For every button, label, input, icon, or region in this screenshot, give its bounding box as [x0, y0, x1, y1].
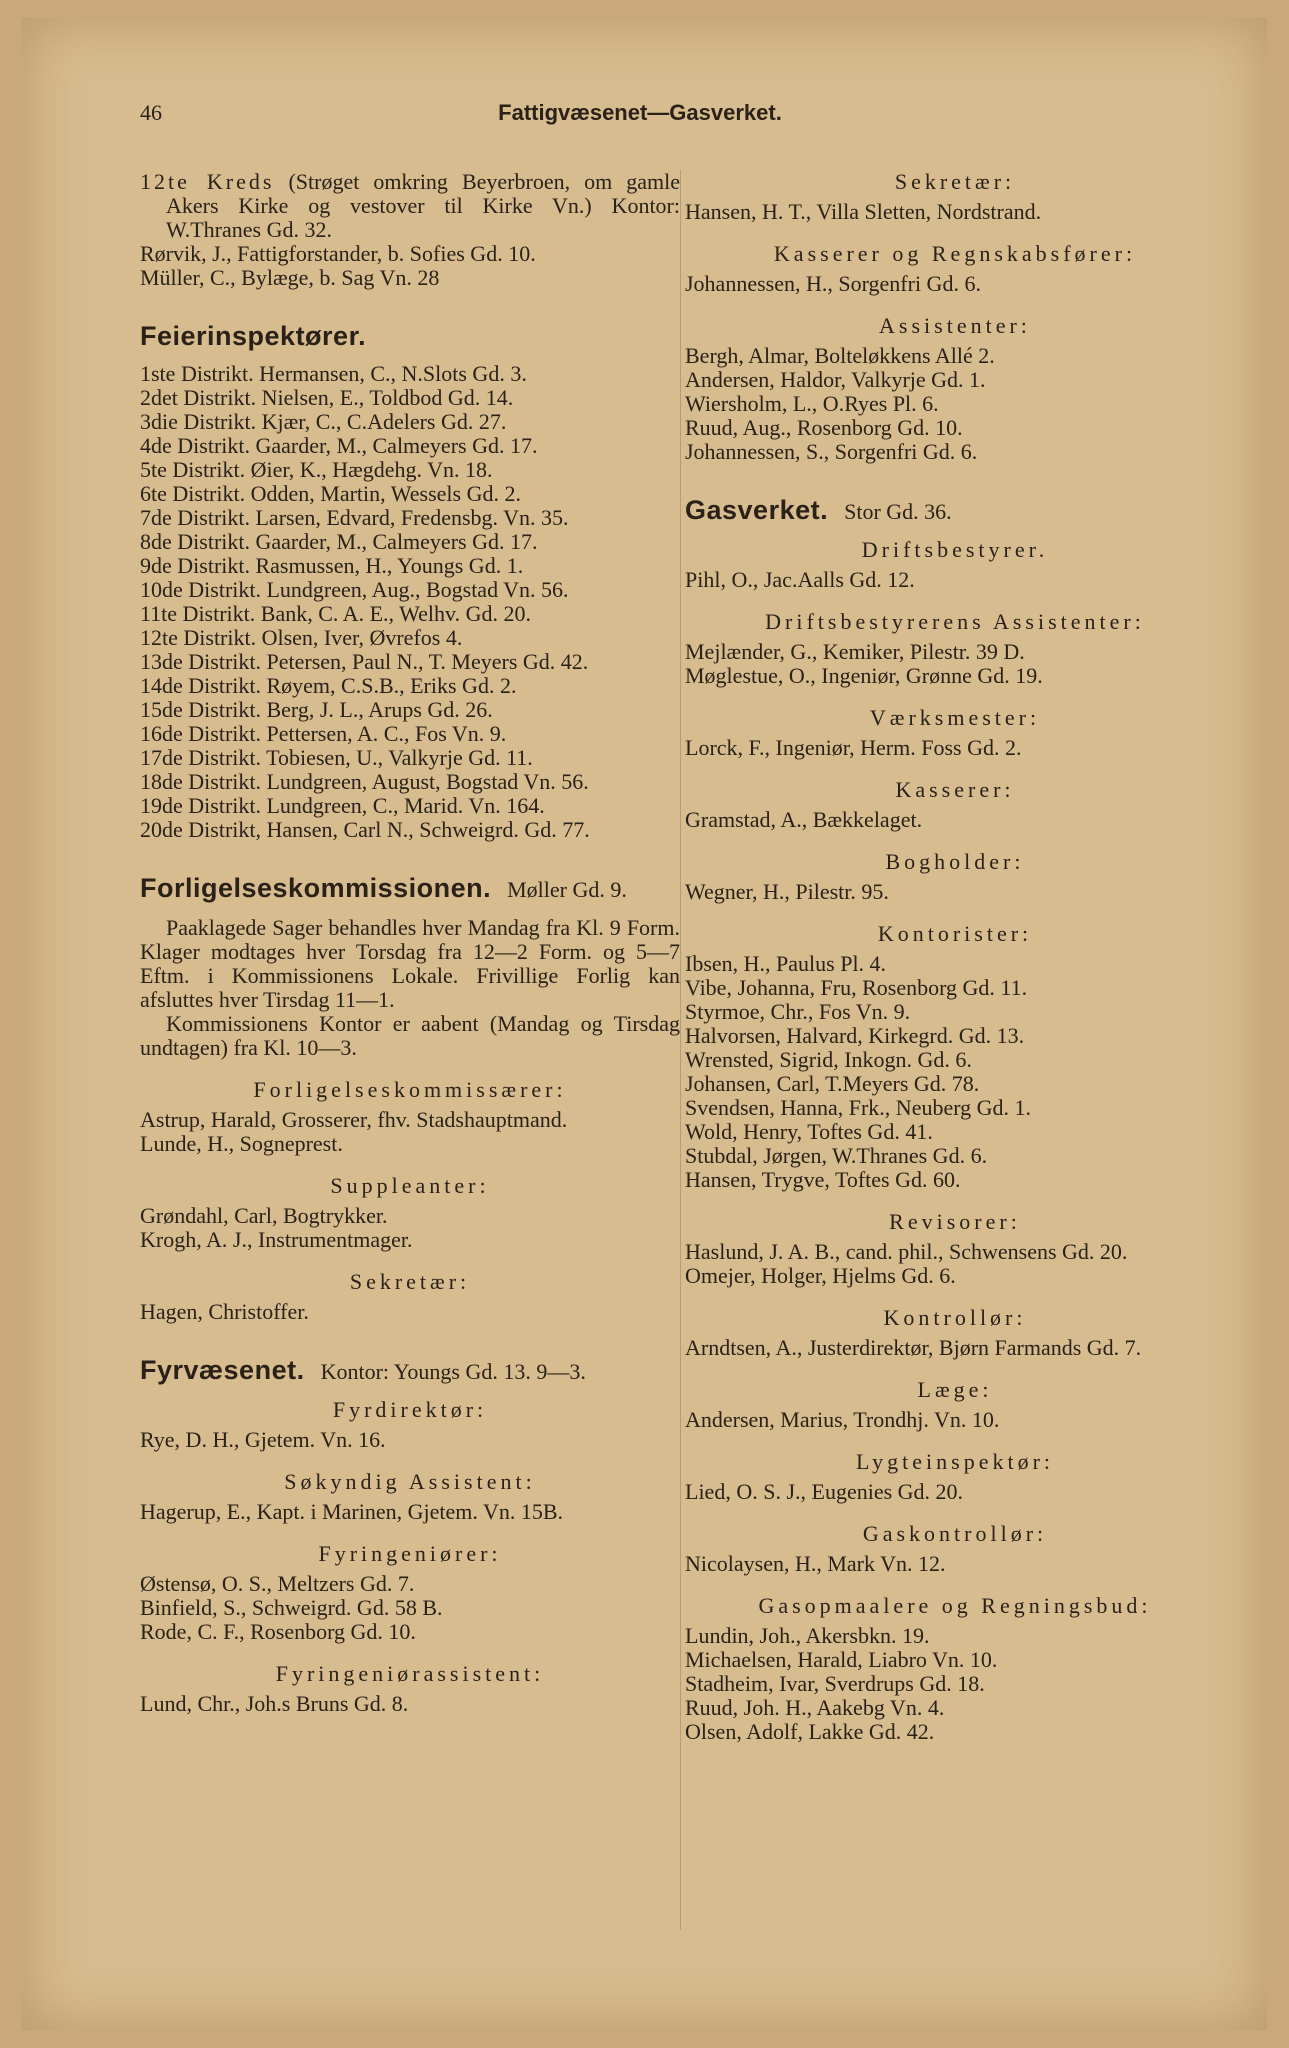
list-item: Hagerup, E., Kapt. i Marinen, Gjetem. Vn. 15B. — [140, 1499, 564, 1524]
subheading: Kasserer og Regnskabsfører: — [773, 241, 1137, 266]
list-item: Omejer, Holger, Hjelms Gd. 6. — [685, 1263, 956, 1288]
list-item: Andersen, Haldor, Valkyrje Gd. 1. — [685, 367, 986, 392]
list-item: Styrmoe, Chr., Fos Vn. 9. — [685, 999, 911, 1024]
list-item: Krogh, A. J., Instrumentmager. — [140, 1227, 413, 1252]
left-column — [140, 170, 680, 1716]
feierinspektorer-list — [140, 362, 680, 842]
subheading: Revisorer: — [889, 1209, 1021, 1234]
list-item: Rye, D. H., Gjetem. Vn. 16. — [140, 1427, 386, 1452]
list-item: 20de Distrikt, Hansen, Carl N., Schweigrd. Gd. 77. — [140, 817, 590, 842]
section-title-fyrvaesenet — [140, 1355, 680, 1385]
list-item: 12te Distrikt. Olsen, Iver, Øvrefos 4. — [140, 625, 463, 650]
page-number: 46 — [140, 100, 162, 125]
list-item: Vibe, Johanna, Fru, Rosenborg Gd. 11. — [685, 975, 1028, 1000]
list-item: Wold, Henry, Toftes Gd. 41. — [685, 1119, 933, 1144]
kreds-entry — [140, 170, 680, 242]
list-item: Astrup, Harald, Grosserer, fhv. Stadshauptmand. — [140, 1107, 568, 1132]
list-item: Møglestue, O., Ingeniør, Grønne Gd. 19. — [685, 663, 1043, 688]
list-item: 1ste Distrikt. Hermansen, C., N.Slots Gd. 3. — [140, 361, 527, 386]
kreds-label: 12te Kreds — [140, 169, 275, 194]
section-title-gasverket — [685, 495, 1225, 525]
list-item: Binfield, S., Schweigrd. Gd. 58 B. — [140, 1595, 443, 1620]
list-item: Hagen, Christoffer. — [140, 1299, 309, 1324]
section-name: Forligelseskommissionen. — [140, 873, 492, 903]
list-item: 5te Distrikt. Øier, K., Hægdehg. Vn. 18. — [140, 457, 493, 482]
section-address: Stor Gd. 36. — [844, 499, 952, 524]
list-item: Ruud, Aug., Rosenborg Gd. 10. — [685, 415, 963, 440]
list-item: Michaelsen, Harald, Liabro Vn. 10. — [685, 1647, 998, 1672]
subheading: Driftsbestyrerens Assistenter: — [765, 609, 1145, 634]
subheading: Fyringeniører: — [318, 1541, 502, 1566]
section-title-forligelseskommissionen — [140, 873, 680, 903]
list-item: Gramstad, A., Bækkelaget. — [685, 807, 923, 832]
subheading: Suppleanter: — [330, 1173, 490, 1198]
subheading: Bogholder: — [885, 849, 1025, 874]
subheading: Gasopmaalere og Regningsbud: — [758, 1593, 1152, 1618]
list-item: Pihl, O., Jac.Aalls Gd. 12. — [685, 567, 915, 592]
subheading: Værksmester: — [869, 705, 1041, 730]
list-item: 18de Distrikt. Lundgreen, August, Bogstad Vn. 56. — [140, 769, 589, 794]
right-column — [685, 170, 1225, 1744]
kreds-text: (Strøget omkring Beyerbroen, om gamle Akers Kirke og vestover til Kirke Vn.) Kontor: W.Thranes Gd. 32. — [166, 169, 680, 242]
list-item: Lundin, Joh., Akersbkn. 19. — [685, 1623, 930, 1648]
list-item: 6te Distrikt. Odden, Martin, Wessels Gd. 2. — [140, 481, 521, 506]
list-item: 17de Distrikt. Tobiesen, U., Valkyrje Gd. 11. — [140, 745, 533, 770]
list-item: Lied, O. S. J., Eugenies Gd. 20. — [685, 1479, 964, 1504]
section-address: Kontor: Youngs Gd. 13. 9—3. — [320, 1359, 586, 1384]
list-item: 14de Distrikt. Røyem, C.S.B., Eriks Gd. 2. — [140, 673, 517, 698]
list-item: Svendsen, Hanna, Frk., Neuberg Gd. 1. — [685, 1095, 1032, 1120]
list-item: 19de Distrikt. Lundgreen, C., Marid. Vn. 164. — [140, 793, 545, 818]
section-name: Gasverket. — [685, 495, 829, 525]
running-title: Fattigvæsenet—Gasverket. — [498, 100, 782, 125]
list-item: Hansen, Trygve, Toftes Gd. 60. — [685, 1167, 961, 1192]
list-item: 16de Distrikt. Pettersen, A. C., Fos Vn. 9. — [140, 721, 507, 746]
list-item: Ibsen, H., Paulus Pl. 4. — [685, 951, 887, 976]
subheading: Søkyndig Assistent: — [284, 1469, 536, 1494]
list-item: Grøndahl, Carl, Bogtrykker. — [140, 1203, 388, 1228]
subheading: Kasserer: — [895, 777, 1015, 802]
list-item: Lunde, H., Sogneprest. — [140, 1131, 343, 1156]
list-item: Arndtsen, A., Justerdirektør, Bjørn Farmands Gd. 7. — [685, 1335, 1142, 1360]
list-item: 10de Distrikt. Lundgreen, Aug., Bogstad Vn. 56. — [140, 577, 569, 602]
subheading: Fyringeniørassistent: — [275, 1661, 545, 1686]
list-item: Johannessen, S., Sorgenfri Gd. 6. — [685, 439, 978, 464]
list-item: Wegner, H., Pilestr. 95. — [685, 879, 889, 904]
list-item: Rode, C. F., Rosenborg Gd. 10. — [140, 1619, 416, 1644]
list-item: Andersen, Marius, Trondhj. Vn. 10. — [685, 1407, 1000, 1432]
section-address: Møller Gd. 9. — [507, 877, 627, 902]
list-item: 13de Distrikt. Petersen, Paul N., T. Meyers Gd. 42. — [140, 649, 589, 674]
subheading: Fyrdirektør: — [332, 1397, 488, 1422]
section-title-feierinspektorer: Feierinspektører. — [140, 321, 367, 351]
subheading: Lygteinspektør: — [855, 1449, 1055, 1474]
list-item: Rørvik, J., Fattigforstander, b. Sofies Gd. 10. — [140, 241, 536, 266]
subheading: Sekretær: — [894, 169, 1016, 194]
list-item: Stubdal, Jørgen, W.Thranes Gd. 6. — [685, 1143, 988, 1168]
list-item: 15de Distrikt. Berg, J. L., Arups Gd. 26. — [140, 697, 493, 722]
list-item: 9de Distrikt. Rasmussen, H., Youngs Gd. 1. — [140, 553, 524, 578]
list-item: Olsen, Adolf, Lakke Gd. 42. — [685, 1719, 935, 1744]
list-item: 11te Distrikt. Bank, C. A. E., Welhv. Gd. 20. — [140, 601, 531, 626]
list-item: Østensø, O. S., Meltzers Gd. 7. — [140, 1571, 415, 1596]
list-item: Bergh, Almar, Bolteløkkens Allé 2. — [685, 343, 995, 368]
list-item: 7de Distrikt. Larsen, Edvard, Fredensbg. Vn. 35. — [140, 505, 569, 530]
list-item: Stadheim, Ivar, Sverdrups Gd. 18. — [685, 1671, 985, 1696]
subheading: Gaskontrollør: — [862, 1521, 1048, 1546]
list-item: Haslund, J. A. B., cand. phil., Schwensens Gd. 20. — [685, 1239, 1128, 1264]
list-item: Lund, Chr., Joh.s Bruns Gd. 8. — [140, 1691, 409, 1716]
list-item: Ruud, Joh. H., Aakebg Vn. 4. — [685, 1695, 945, 1720]
subheading: Kontorister: — [877, 921, 1033, 946]
list-item: Hansen, H. T., Villa Sletten, Nordstrand. — [685, 199, 1042, 224]
list-item: Lorck, F., Ingeniør, Herm. Foss Gd. 2. — [685, 735, 1022, 760]
paragraph: Kommissionens Kontor er aabent (Mandag og Tirsdag undtagen) fra Kl. 10—3. — [140, 1011, 680, 1060]
list-item: Nicolaysen, H., Mark Vn. 12. — [685, 1551, 946, 1576]
subheading: Læge: — [917, 1377, 993, 1402]
list-item: Johansen, Carl, T.Meyers Gd. 78. — [685, 1071, 980, 1096]
subheading: Driftsbestyrer. — [861, 537, 1049, 562]
column-divider — [680, 170, 681, 1930]
subheading: Sekretær: — [349, 1269, 471, 1294]
list-item: Wiersholm, L., O.Ryes Pl. 6. — [685, 391, 939, 416]
list-item: Johannessen, H., Sorgenfri Gd. 6. — [685, 271, 981, 296]
section-name: Fyrvæsenet. — [140, 1355, 305, 1385]
list-item: Müller, C., Bylæge, b. Sag Vn. 28 — [140, 265, 440, 290]
list-item: 4de Distrikt. Gaarder, M., Calmeyers Gd. 17. — [140, 433, 538, 458]
list-item: 8de Distrikt. Gaarder, M., Calmeyers Gd. 17. — [140, 529, 538, 554]
list-item: 3die Distrikt. Kjær, C., C.Adelers Gd. 27. — [140, 409, 507, 434]
subheading: Kontrollør: — [883, 1305, 1027, 1330]
list-item: Wrensted, Sigrid, Inkogn. Gd. 6. — [685, 1047, 972, 1072]
list-item: Halvorsen, Halvard, Kirkegrd. Gd. 13. — [685, 1023, 1025, 1048]
subheading: Assistenter: — [879, 313, 1031, 338]
page-header — [140, 100, 1140, 134]
paragraph: Paaklagede Sager behandles hver Mandag fra Kl. 9 Form. Klager modtages hver Torsdag fra 12—2 Form. og 5—7 Eftm. i Kommissionens Lokale. Frivillige Forlig kan afsluttes hver Tirsdag 11—1. — [140, 915, 680, 1012]
list-item: 2det Distrikt. Nielsen, E., Toldbod Gd. 14. — [140, 385, 514, 410]
list-item: Mejlænder, G., Kemiker, Pilestr. 39 D. — [685, 639, 1025, 664]
subheading: Forligelseskommissærer: — [253, 1077, 567, 1102]
